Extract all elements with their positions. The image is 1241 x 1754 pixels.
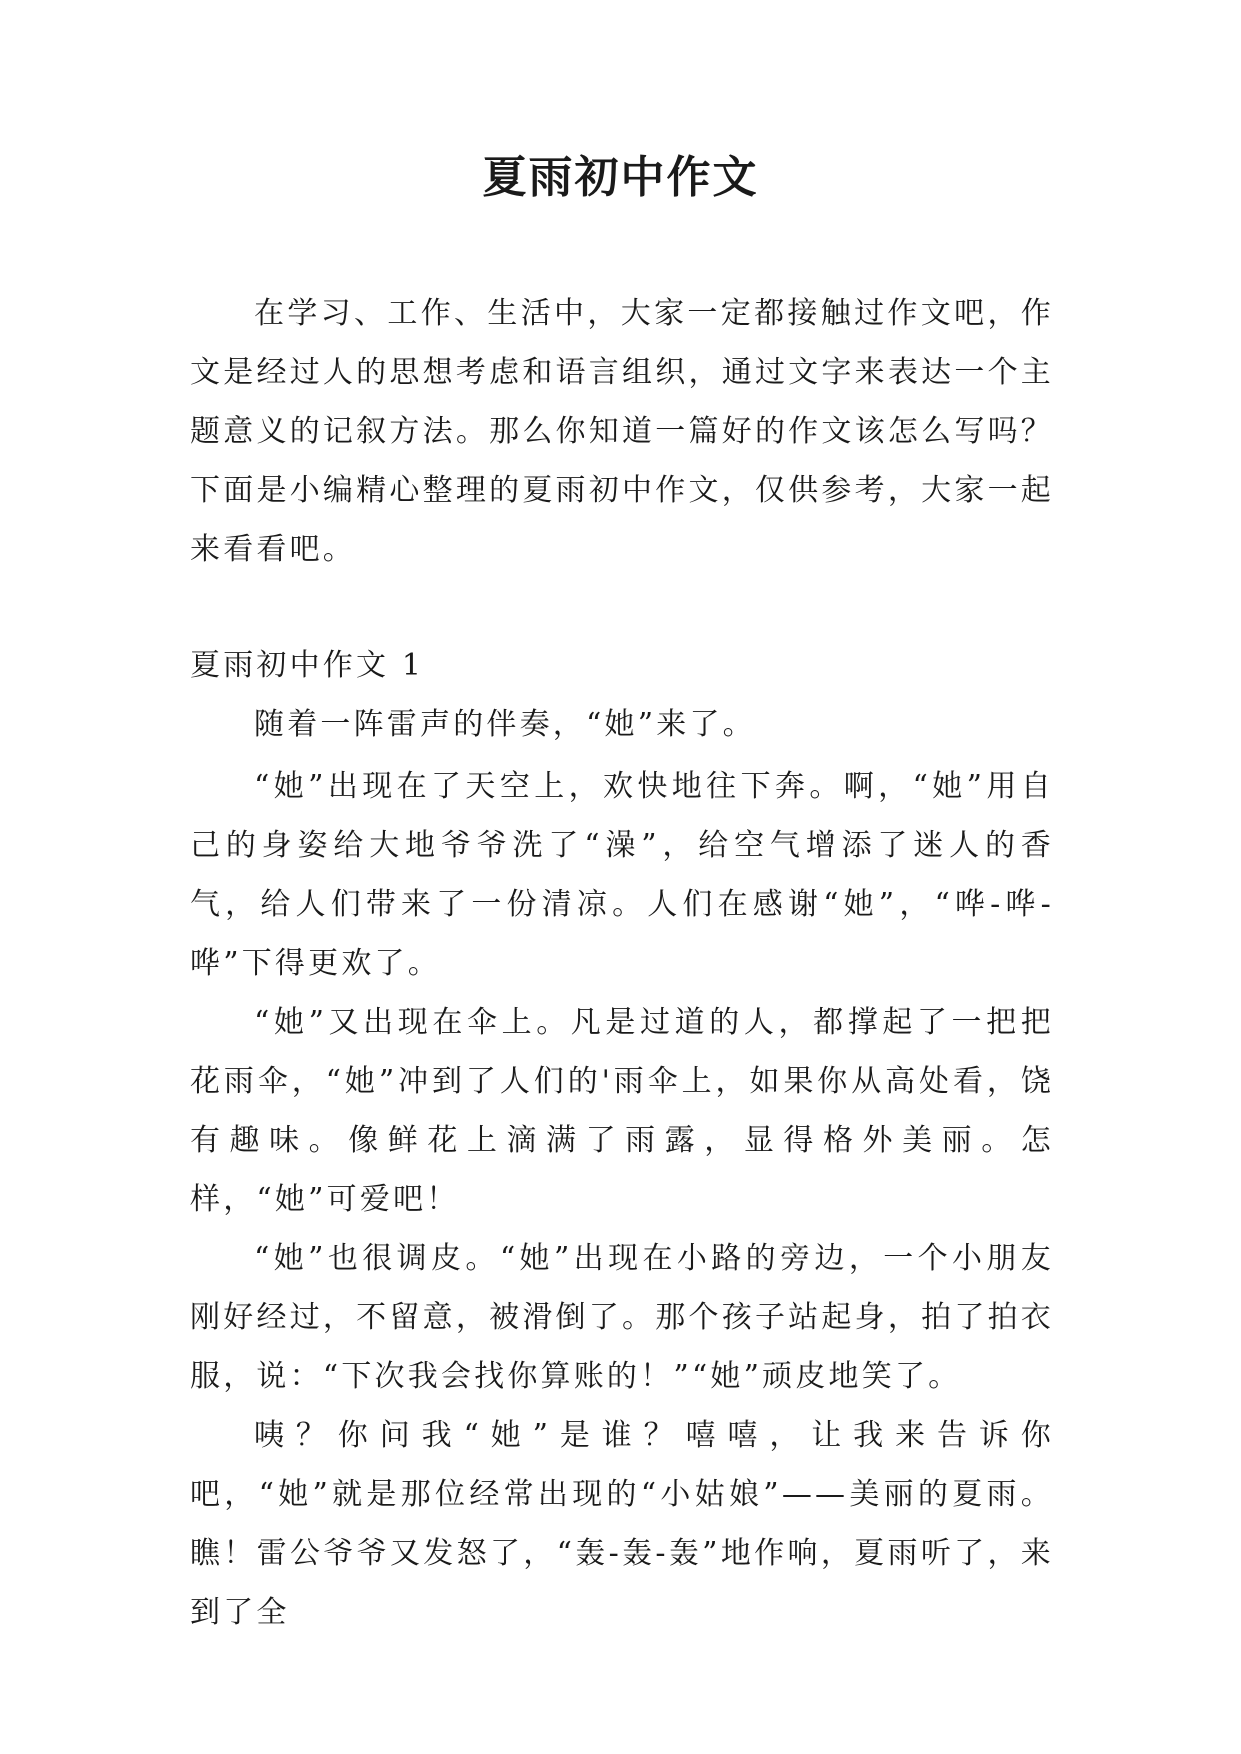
section-heading: 夏雨初中作文 1 <box>190 648 425 683</box>
body-paragraph: “她”也很调皮。“她”出现在小路的旁边，一个小朋友刚好经过，不留意，被滑倒了。那个孩子站起身，拍了拍衣服，说：“下次我会找你算账的！”“她”顽皮地笑了。 <box>190 1241 1054 1394</box>
document-title: 夏雨初中作文 <box>482 152 759 203</box>
body-paragraph: 咦？你问我“她”是谁？嘻嘻，让我来告诉你吧，“她”就是那位经常出现的“小姑娘”——美丽的夏雨。瞧！雷公爷爷又发怒了，“轰-轰-轰”地作响，夏雨听了，来到了全 <box>190 1418 1054 1630</box>
body-paragraph: 随着一阵雷声的伴奏，“她”来了。 <box>254 707 756 742</box>
body-paragraph: “她”又出现在伞上。凡是过道的人，都撑起了一把把花雨伞，“她”冲到了人们的'雨伞上，如果你从高处看，饶有趣味。像鲜花上滴满了雨露，显得格外美丽。怎样，“她”可爱吧！ <box>190 1005 1054 1217</box>
body-paragraph: “她”出现在了天空上，欢快地往下奔。啊，“她”用自己的身姿给大地爷爷洗了“澡”，给空气增添了迷人的香气，给人们带来了一份清凉。人们在感谢“她”，“哗-哗-哗”下得更欢了。 <box>190 769 1054 981</box>
intro-paragraph: 在学习、工作、生活中，大家一定都接触过作文吧，作文是经过人的思想考虑和语言组织，通过文字来表达一个主题意义的记叙方法。那么你知道一篇好的作文该怎么写吗？下面是小编精心整理的夏雨初中作文，仅供参考，大家一起来看看吧。 <box>190 296 1054 567</box>
